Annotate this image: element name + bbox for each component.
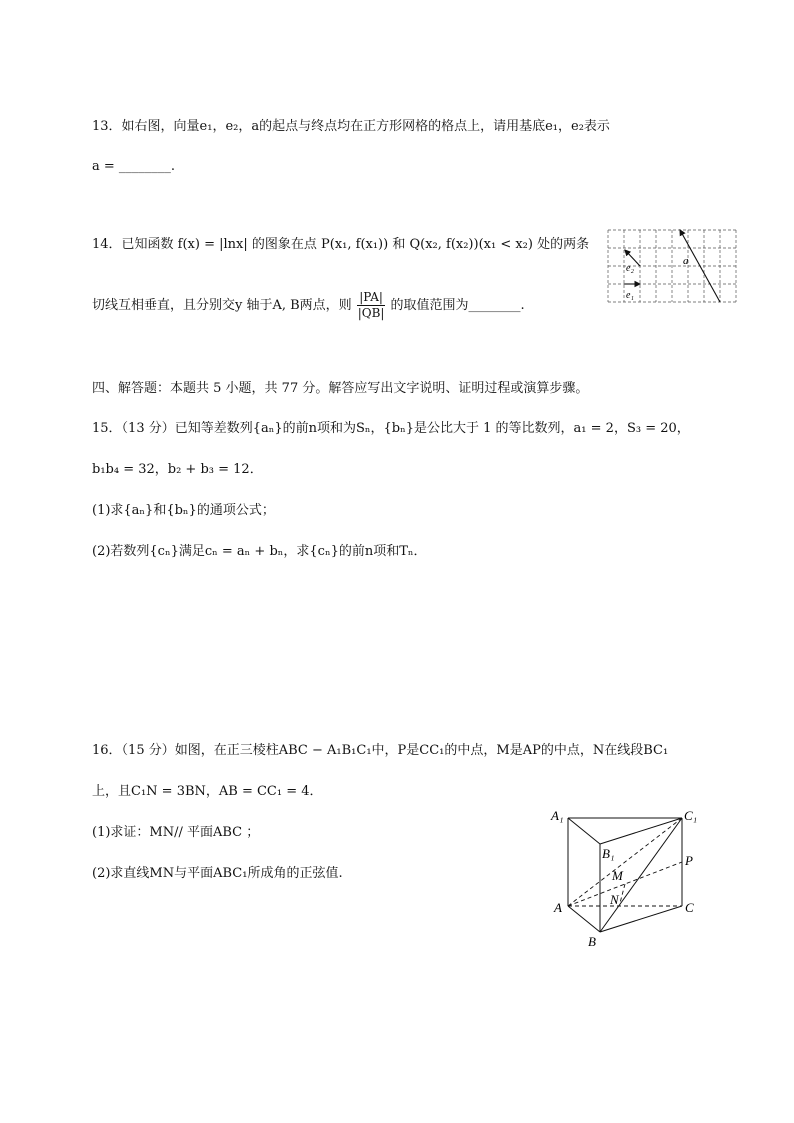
q15-line1: 15．（13 分）已知等差数列{aₙ}的前n项和为Sₙ，{bₙ}是公比大于 1 的等比数列，a₁ = 2，S₃ = 20，: [92, 421, 690, 436]
label-P: P: [685, 853, 693, 868]
label-C: C: [685, 900, 694, 915]
q15-part2: (2)若数列{cₙ}满足cₙ = aₙ + bₙ，求{cₙ}的前n项和Tₙ．: [92, 544, 427, 559]
q16-part1: (1)求证：MN// 平面ABC ；: [92, 825, 260, 840]
q15-part1: (1)求{aₙ}和{bₙ}的通项公式；: [92, 503, 275, 518]
label-A1: A₁: [551, 808, 564, 823]
q14-frac-num: |PA|: [359, 290, 383, 304]
label-B: B: [588, 934, 596, 949]
prism-figure: [548, 802, 708, 952]
q14-line2-a: 切线互相垂直，且分别交y 轴于A, B两点，则: [92, 297, 352, 313]
edge-b1-c1: [600, 818, 682, 844]
edge-a-b: [568, 906, 600, 932]
label-N: N: [610, 892, 619, 907]
q14-fraction: [356, 290, 387, 321]
label-e2: e₂: [626, 263, 634, 274]
vector-grid-figure: [606, 228, 738, 304]
q15-line2: b₁b₄ = 32，b₂ + b₃ = 12．: [92, 462, 263, 477]
label-B1: B₁: [602, 846, 615, 861]
q14-frac-den: |QB|: [357, 306, 385, 320]
edge-b-c: [600, 906, 682, 932]
label-a: a: [683, 255, 689, 267]
q16-line2: 上，且C₁N = 3BN，AB = CC₁ = 4．: [92, 784, 323, 799]
label-C1: C₁: [684, 808, 698, 823]
q16-part2: (2)求直线MN与平面ABC₁所成角的正弦值.: [92, 866, 343, 881]
q13-line1: 13．如右图，向量e₁，e₂，a的起点与终点均在正方形网格的格点上，请用基底e₁，e₂表示: [92, 119, 610, 134]
section4-heading: 四、解答题：本题共 5 小题，共 77 分。解答应写出文字说明、证明过程或演算步骤。: [92, 381, 589, 396]
label-e1: e₁: [626, 290, 634, 301]
q14-line2: [92, 290, 525, 321]
label-M: M: [612, 868, 623, 883]
q13-line2: a = ________.: [92, 159, 176, 174]
segment-a-c1-hidden: [568, 818, 682, 906]
q14-line2-b: 的取值范围为________.: [390, 297, 525, 313]
label-A: A: [554, 900, 562, 915]
edge-a1-b1: [568, 818, 600, 844]
q14-line1: 14．已知函数 f(x) = |lnx| 的图象在点 P(x₁, f(x₁)) 和 Q(x₂, f(x₂))(x₁ < x₂) 处的两条: [92, 237, 590, 252]
q16-line1: 16．（15 分）如图，在正三棱柱ABC − A₁B₁C₁中，P是CC₁的中点，M是AP的中点，N在线段BC₁: [92, 743, 669, 758]
